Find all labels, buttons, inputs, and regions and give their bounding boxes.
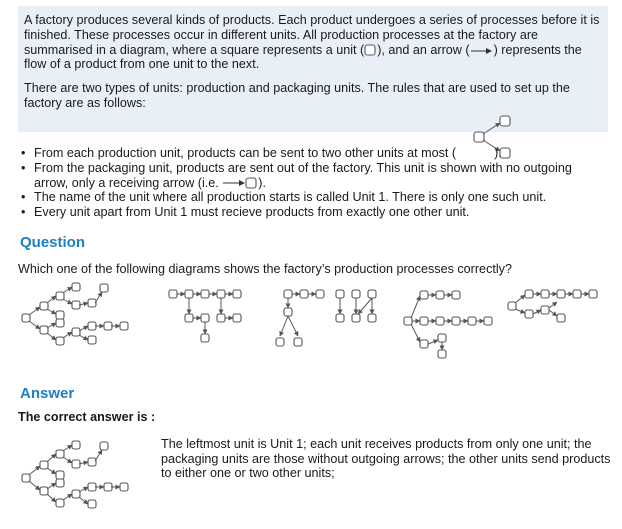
option-f-diagram[interactable] <box>508 290 597 322</box>
bullet: • <box>21 146 26 160</box>
intro-text-b: ), and an arrow ( <box>377 42 470 57</box>
option-diagrams <box>0 280 622 360</box>
rule-3-text: The name of the unit where all production starts is called Unit 1. There is only one such unit. <box>34 190 547 205</box>
intro-paragraph-1 <box>18 6 608 78</box>
rule-4-text: Every unit apart from Unit 1 must recieve products from exactly one other unit. <box>34 205 470 220</box>
answer-label: The correct answer is : <box>18 410 156 424</box>
receiving-arrow-icon <box>222 177 258 189</box>
intro-text-c: ) represents the flow of a product from one unit to the next. <box>24 42 582 72</box>
answer-explanation: The leftmost unit is Unit 1; each unit receives products from only one unit; the packaging units are those without outgoing arrows; the other units send products to either one or two other units; <box>161 437 611 481</box>
option-a-diagram[interactable] <box>22 283 128 345</box>
rule-item <box>18 190 608 205</box>
rule-1-end: ). <box>494 146 502 160</box>
bullet: • <box>21 160 26 175</box>
answer-diagram <box>0 436 160 526</box>
option-d-diagram[interactable] <box>336 290 376 322</box>
rule-item <box>18 161 608 191</box>
intro-text-2: There are two types of units: production and packaging units. The rules that are used to set up the factory are as follows: <box>24 81 570 110</box>
rule-item <box>18 146 608 161</box>
rule-item <box>18 205 608 220</box>
rule-2-text: From the packaging unit, products are sent out of the factory. This unit is shown with no outgoing arrow, only a receiving arrow (i.e. <box>34 160 572 190</box>
arrow-icon <box>470 46 494 56</box>
intro-text-a: A factory produces several kinds of products. Each product undergoes a series of processes before it is finished. These processes occur in different units. All production processes at the factory are summarised in a diagram, where a square represents a unit ( <box>24 13 600 57</box>
bullet: • <box>21 205 26 220</box>
rules-list <box>18 146 608 220</box>
question-text: Which one of the following diagrams shows the factory’s production processes correctly? <box>18 262 512 276</box>
unit-square-icon <box>364 44 377 56</box>
question-heading: Question <box>20 234 86 251</box>
rule-2-end: ). <box>258 175 266 190</box>
bullet: • <box>21 190 26 205</box>
option-b-diagram[interactable] <box>169 290 241 342</box>
option-c-diagram[interactable] <box>276 290 324 346</box>
option-e-diagram[interactable] <box>404 291 492 358</box>
answer-heading: Answer <box>20 385 75 402</box>
rule-1-text: From each production unit, products can be sent to two other units at most ( <box>34 146 457 160</box>
